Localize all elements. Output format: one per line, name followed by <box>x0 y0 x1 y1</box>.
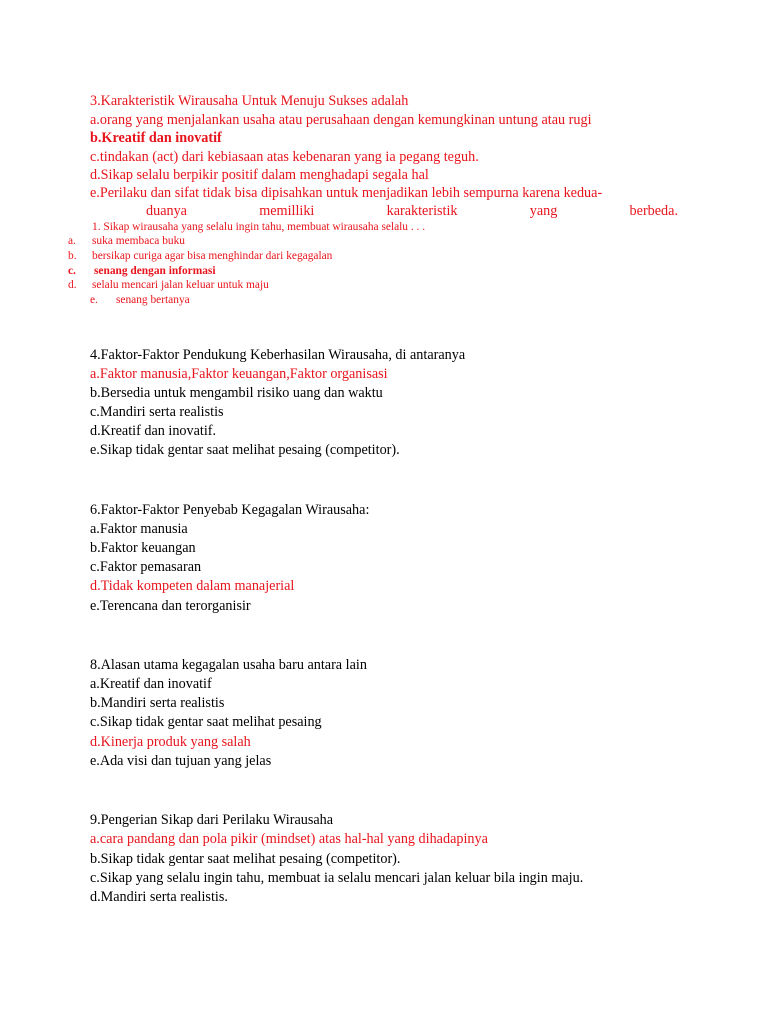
q8-option-e: e.Ada visi dan tujuan yang jelas <box>90 753 272 769</box>
q9-option-c: c.Sikap yang selalu ingin tahu, membuat ia selalu mencari jalan keluar bila ingin maju. <box>90 870 584 886</box>
q8-option-b: b.Mandiri serta realistis <box>90 695 225 711</box>
q9-option-d: d.Mandiri serta realistis. <box>90 889 228 905</box>
q3-option-a: a.orang yang menjalankan usaha atau perusahaan dengan kemungkinan untung atau rugi <box>90 112 592 128</box>
q4-option-c: c.Mandiri serta realistis <box>90 404 224 420</box>
q6-question: 6.Faktor-Faktor Penyebab Kegagalan Wirausaha: <box>90 502 370 518</box>
q6-option-c: c.Faktor pemasaran <box>90 559 202 575</box>
q3-option-c: c.tindakan (act) dari kebiasaan atas kebenaran yang ia pegang teguh. <box>90 149 479 165</box>
q4-option-d: d.Kreatif dan inovatif. <box>90 423 217 439</box>
q1-letter-d: d. <box>68 279 77 291</box>
q9-question: 9.Pengerian Sikap dari Perilaku Wirausaha <box>90 812 334 828</box>
q6-option-d: d.Tidak kompeten dalam manajerial <box>90 578 295 594</box>
q3-option-b: b.Kreatif dan inovatif <box>90 130 222 146</box>
q3-e-word: yang <box>529 203 558 219</box>
q3-option-e-continuation <box>90 202 678 221</box>
q1-option-b: bersikap curiga agar bisa menghindar dari kegagalan <box>92 250 333 262</box>
q1-option-a: suka membaca buku <box>92 235 185 247</box>
q4-option-b: b.Bersedia untuk mengambil risiko uang dan waktu <box>90 385 383 401</box>
q9-option-b: b.Sikap tidak gentar saat melihat pesaing (competitor). <box>90 851 401 867</box>
q1-letter-e: e. <box>90 294 98 306</box>
q4-question: 4.Faktor-Faktor Pendukung Keberhasilan Wirausaha, di antaranya <box>90 347 466 363</box>
q3-e-word: duanya <box>146 203 187 219</box>
q1-letter-a: a. <box>68 235 76 247</box>
q1-letter-b: b. <box>68 250 77 262</box>
q3-option-e: e.Perilaku dan sifat tidak bisa dipisahkan untuk menjadikan lebih sempurna karena kedua- <box>90 185 603 201</box>
q3-option-d: d.Sikap selalu berpikir positif dalam menghadapi segala hal <box>90 167 429 183</box>
q4-option-e: e.Sikap tidak gentar saat melihat pesaing (competitor). <box>90 442 400 458</box>
q3-e-word: memilliki <box>259 203 315 219</box>
q3-question: 3.Karakteristik Wirausaha Untuk Menuju Sukses adalah <box>90 93 409 109</box>
q6-option-a: a.Faktor manusia <box>90 521 188 537</box>
q1-letter-c: c. <box>68 265 76 277</box>
q8-question: 8.Alasan utama kegagalan usaha baru antara lain <box>90 657 367 673</box>
q1-option-c: senang dengan informasi <box>94 265 216 277</box>
q3-e-word: berbeda. <box>629 203 678 219</box>
q8-option-d: d.Kinerja produk yang salah <box>90 734 251 750</box>
q4-option-a: a.Faktor manusia,Faktor keuangan,Faktor organisasi <box>90 366 388 382</box>
q1-option-d: selalu mencari jalan keluar untuk maju <box>92 279 269 291</box>
q1-question: 1. Sikap wirausaha yang selalu ingin tahu, membuat wirausaha selalu . . . <box>92 221 426 233</box>
q6-option-b: b.Faktor keuangan <box>90 540 196 556</box>
q3-e-word: karakteristik <box>386 203 458 219</box>
q6-option-e: e.Terencana dan terorganisir <box>90 598 251 614</box>
q1-option-e: senang bertanya <box>116 294 190 306</box>
q8-option-c: c.Sikap tidak gentar saat melihat pesaing <box>90 714 322 730</box>
q9-option-a: a.cara pandang dan pola pikir (mindset) atas hal-hal yang dihadapinya <box>90 831 488 847</box>
q8-option-a: a.Kreatif dan inovatif <box>90 676 212 692</box>
